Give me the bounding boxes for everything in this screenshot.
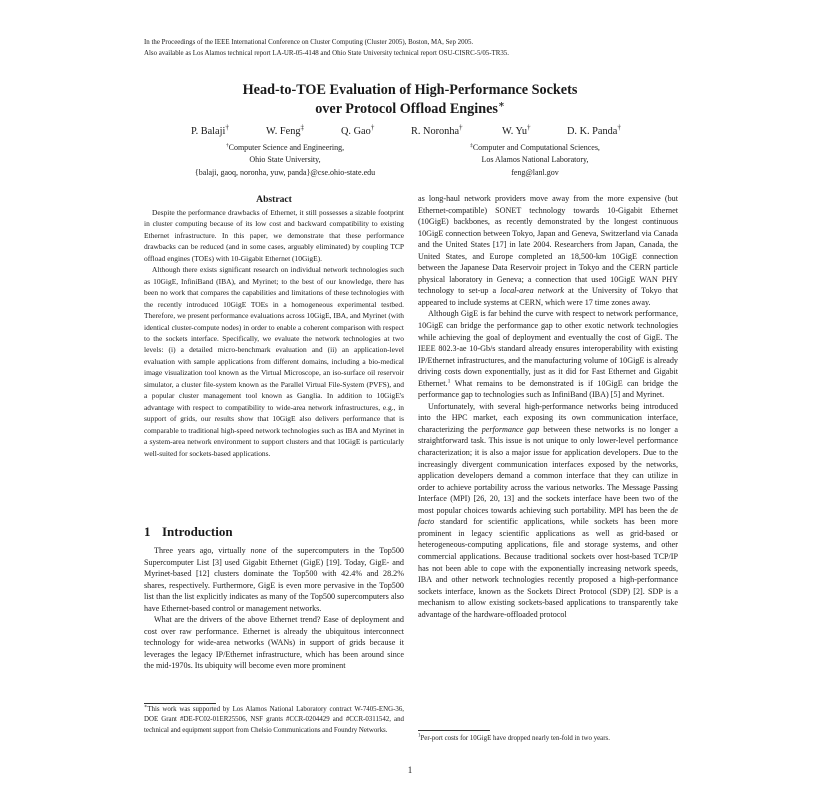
right-column-body bbox=[418, 193, 678, 620]
abstract-heading: Abstract bbox=[256, 194, 292, 205]
introduction-paragraph-1: Three years ago, virtually none of the supercomputers in the Top500 Supercomputer List [3] used Gigabit Ethernet (GigE) [19]. Today, GigE- and Myrinet-based [12] clusters dominate the Top500 with 42.4% and 28.2% shares, respectively. Furthermore, GigE is even more pervasive in the Top500 list than the list explicitly indicates as many of the Top500 supercomputers also have Ethernet-based control or management networks. bbox=[144, 546, 404, 613]
email-left: {balaji, gaoq, noronha, yuw, panda}@cse.ohio-state.edu bbox=[194, 167, 376, 177]
introduction-body bbox=[144, 545, 404, 672]
author-feng: W. Feng‡ bbox=[266, 123, 305, 137]
abstract-body bbox=[144, 207, 404, 459]
author-gao: Q. Gao† bbox=[341, 123, 375, 137]
affiliation-right: ‡Computer and Computational Sciences, Los Alamos National Laboratory, feng@lanl.gov bbox=[410, 142, 660, 179]
abstract-paragraph-2: Although there exists significant research on individual network technologies such as 10GigE, InfiniBand (IBA), and Myrinet; to the best of our knowledge, there has been no work that compares the capabilities and limitations of these technologies with the recently introduced 10GigE TOEs in a homogeneous experimental testbed. Therefore, we present performance evaluations across 10GigE, IBA, and Myrinet (with identical cluster-compute nodes) in order to enable a coherent comparison with respect to the sockets interface. Specifically, we evaluate the network technologies at two levels: (i) a detailed micro-benchmark evaluation and (ii) an application-level evaluation with sample applications from different domains, including a bio-medical image visualization tool known as the Virtual Microscope, an iso-surface oil reservoir simulator, a cluster file-system known as the Parallel Virtual File-System (PVFS), and a popular cluster management tool known as Ganglia. In addition to 10GigE's advantage with respect to compatibility to wide-area network infrastructures, e.g., in support of grids, our results show that 10GigE also delivers performance that is comparable to traditional high-speed network technologies such as IBA and Myrinet in a system-area network environment to support clusters and that 10GigE is particularly well-suited for sockets-based applications. bbox=[144, 265, 405, 458]
affiliation-left: †Computer Science and Engineering, Ohio State University, {balaji, gaoq, noronha, yuw, panda}@cse.ohio-state.edu bbox=[160, 142, 410, 179]
footnote-funding: ∗This work was supported by Los Alamos National Laboratory contract W-7405-ENG-36, DOE Grant #DE-FC02-01ER25506, NSF grants #CCR-0204429 and #CCR-0311542, and technical and equipment support from Chelsio Communications and Foundry Networks. bbox=[144, 704, 404, 734]
section-heading-introduction: 1 Introduction bbox=[144, 524, 233, 539]
footnote-rule-right bbox=[418, 730, 490, 731]
right-column-paragraph-1: as long-haul network providers move away from the more expensive (but Ethernet-compatible) SONET technology towards 10-Gigabit Ethernet (10GigE) backbones, as recently demonstrated by the longest continuous 10GigE connection between Tokyo, Japan and Geneva, Switzerland via Canada and the United States [17] in late 2004. Researchers from Japan, Canada, the United States, and Europe completed an 18,500-km 10GigE connection between the Japanese Data Reservoir project in Tokyo and the CERN particle physical laboratory in Geneva; a connection that used 10GigE WAN PHY technology to set-up a local-area network at the University of Tokyo that appeared to include systems at CERN, which were 17 time zones away. bbox=[418, 194, 678, 307]
author-noronha: R. Noronha† bbox=[411, 123, 463, 137]
author-yu: W. Yu† bbox=[502, 123, 531, 137]
page-number: 1 bbox=[407, 765, 413, 775]
paper-title-line-1: Head-to-TOE Evaluation of High-Performance Sockets bbox=[242, 82, 578, 98]
right-column-paragraph-2: Although GigE is far behind the curve with respect to network performance, 10GigE can bridge the performance gap to other exotic network technologies while achieving the goal of deployment and eventually the cost of GigE. The IEEE 802.3-ae 10-Gb/s standard already ensures interoperability with existing IP/Ethernet infrastructures, and the manufacturing volume of 10GigE is already driving costs down exponentially, just as it did for Fast Ethernet and Gigabit Ethernet.$^1$ What remains to be demonstrated is if 10GigE can bridge the performance gap to technologies such as InfiniBand (IBA) [5] and Myrinet. bbox=[418, 309, 678, 400]
email-right: feng@lanl.gov bbox=[511, 167, 559, 177]
running-header-line-2: Also available as Los Alamos technical report LA-UR-05-4148 and Ohio State University technical report OSU-CISRC-5/05-TR35. bbox=[144, 50, 509, 57]
author-balaji: P. Balaji† bbox=[191, 123, 229, 137]
right-column-paragraph-3: Unfortunately, with several high-performance networks being introduced into the HPC market, each exposing its own communication interface, characterizing the performance gap between these networks is no longer a straightforward task. This issue is not unique to only lower-level performance characterization; it is also a major issue for application developers. Due to the increasingly divergent communication interfaces exposed by the networks, application developers demand a common interface that they can utilize in order to achieve portability across the various networks. The Message Passing Interface (MPI) [26, 20, 13] and the sockets interface have been two of the most popular choices towards achieving such portability. MPI has been the de facto standard for scientific applications, while sockets has been more prominent in legacy scientific applications as well as grid-based or heterogeneous-computing applications, file and storage systems, and other commercial applications. Because traditional sockets over host-based TCP/IP has not been able to cope with the exponentially increasing network speeds, IBA and other network technologies recently proposed a high-performance sockets interface, known as the Sockets Direct Protocol (SDP) [2]. SDP is a mechanism to allow existing sockets-based applications to transparently take advantage of the hardware-offloaded protocol bbox=[418, 401, 678, 619]
abstract-paragraph-1: Despite the performance drawbacks of Ethernet, it still possesses a sizable footprint in cluster computing because of its low cost and backward compatibility to existing Ethernet infrastructure. In this paper, we demonstrate that these performance drawbacks can be reduced (and in some cases, arguably eliminated) by coupling TCP offload engines (TOEs) with 10-Gigabit Ethernet (10GigE). bbox=[144, 208, 404, 263]
introduction-paragraph-2: What are the drivers of the above Ethernet trend? Ease of deployment and cost over raw performance. Ethernet is already the ubiquitous interconnect technology for wide-area networks (WANs) in support of grids because it leverages the legacy IP/Ethernet infrastructure, which has been around since the mid-1970s. Its ubiquity will become even more prominent bbox=[144, 615, 404, 671]
author-panda: D. K. Panda† bbox=[567, 123, 621, 137]
footnote-cost: $^1$Per-port costs for 10GigE have dropped nearly ten-fold in two years. bbox=[418, 733, 610, 742]
footnote-ref-1: 1 bbox=[447, 378, 451, 385]
footnote-rule-left bbox=[144, 703, 216, 704]
running-header-line-1: In the Proceedings of the IEEE International Conference on Cluster Computing (Cluster 2005), Boston, MA, Sep 2005. bbox=[144, 39, 474, 46]
title-footnote-mark: ∗ bbox=[497, 99, 505, 111]
paper-title-line-2: over Protocol Offload Engines∗ bbox=[315, 99, 505, 117]
